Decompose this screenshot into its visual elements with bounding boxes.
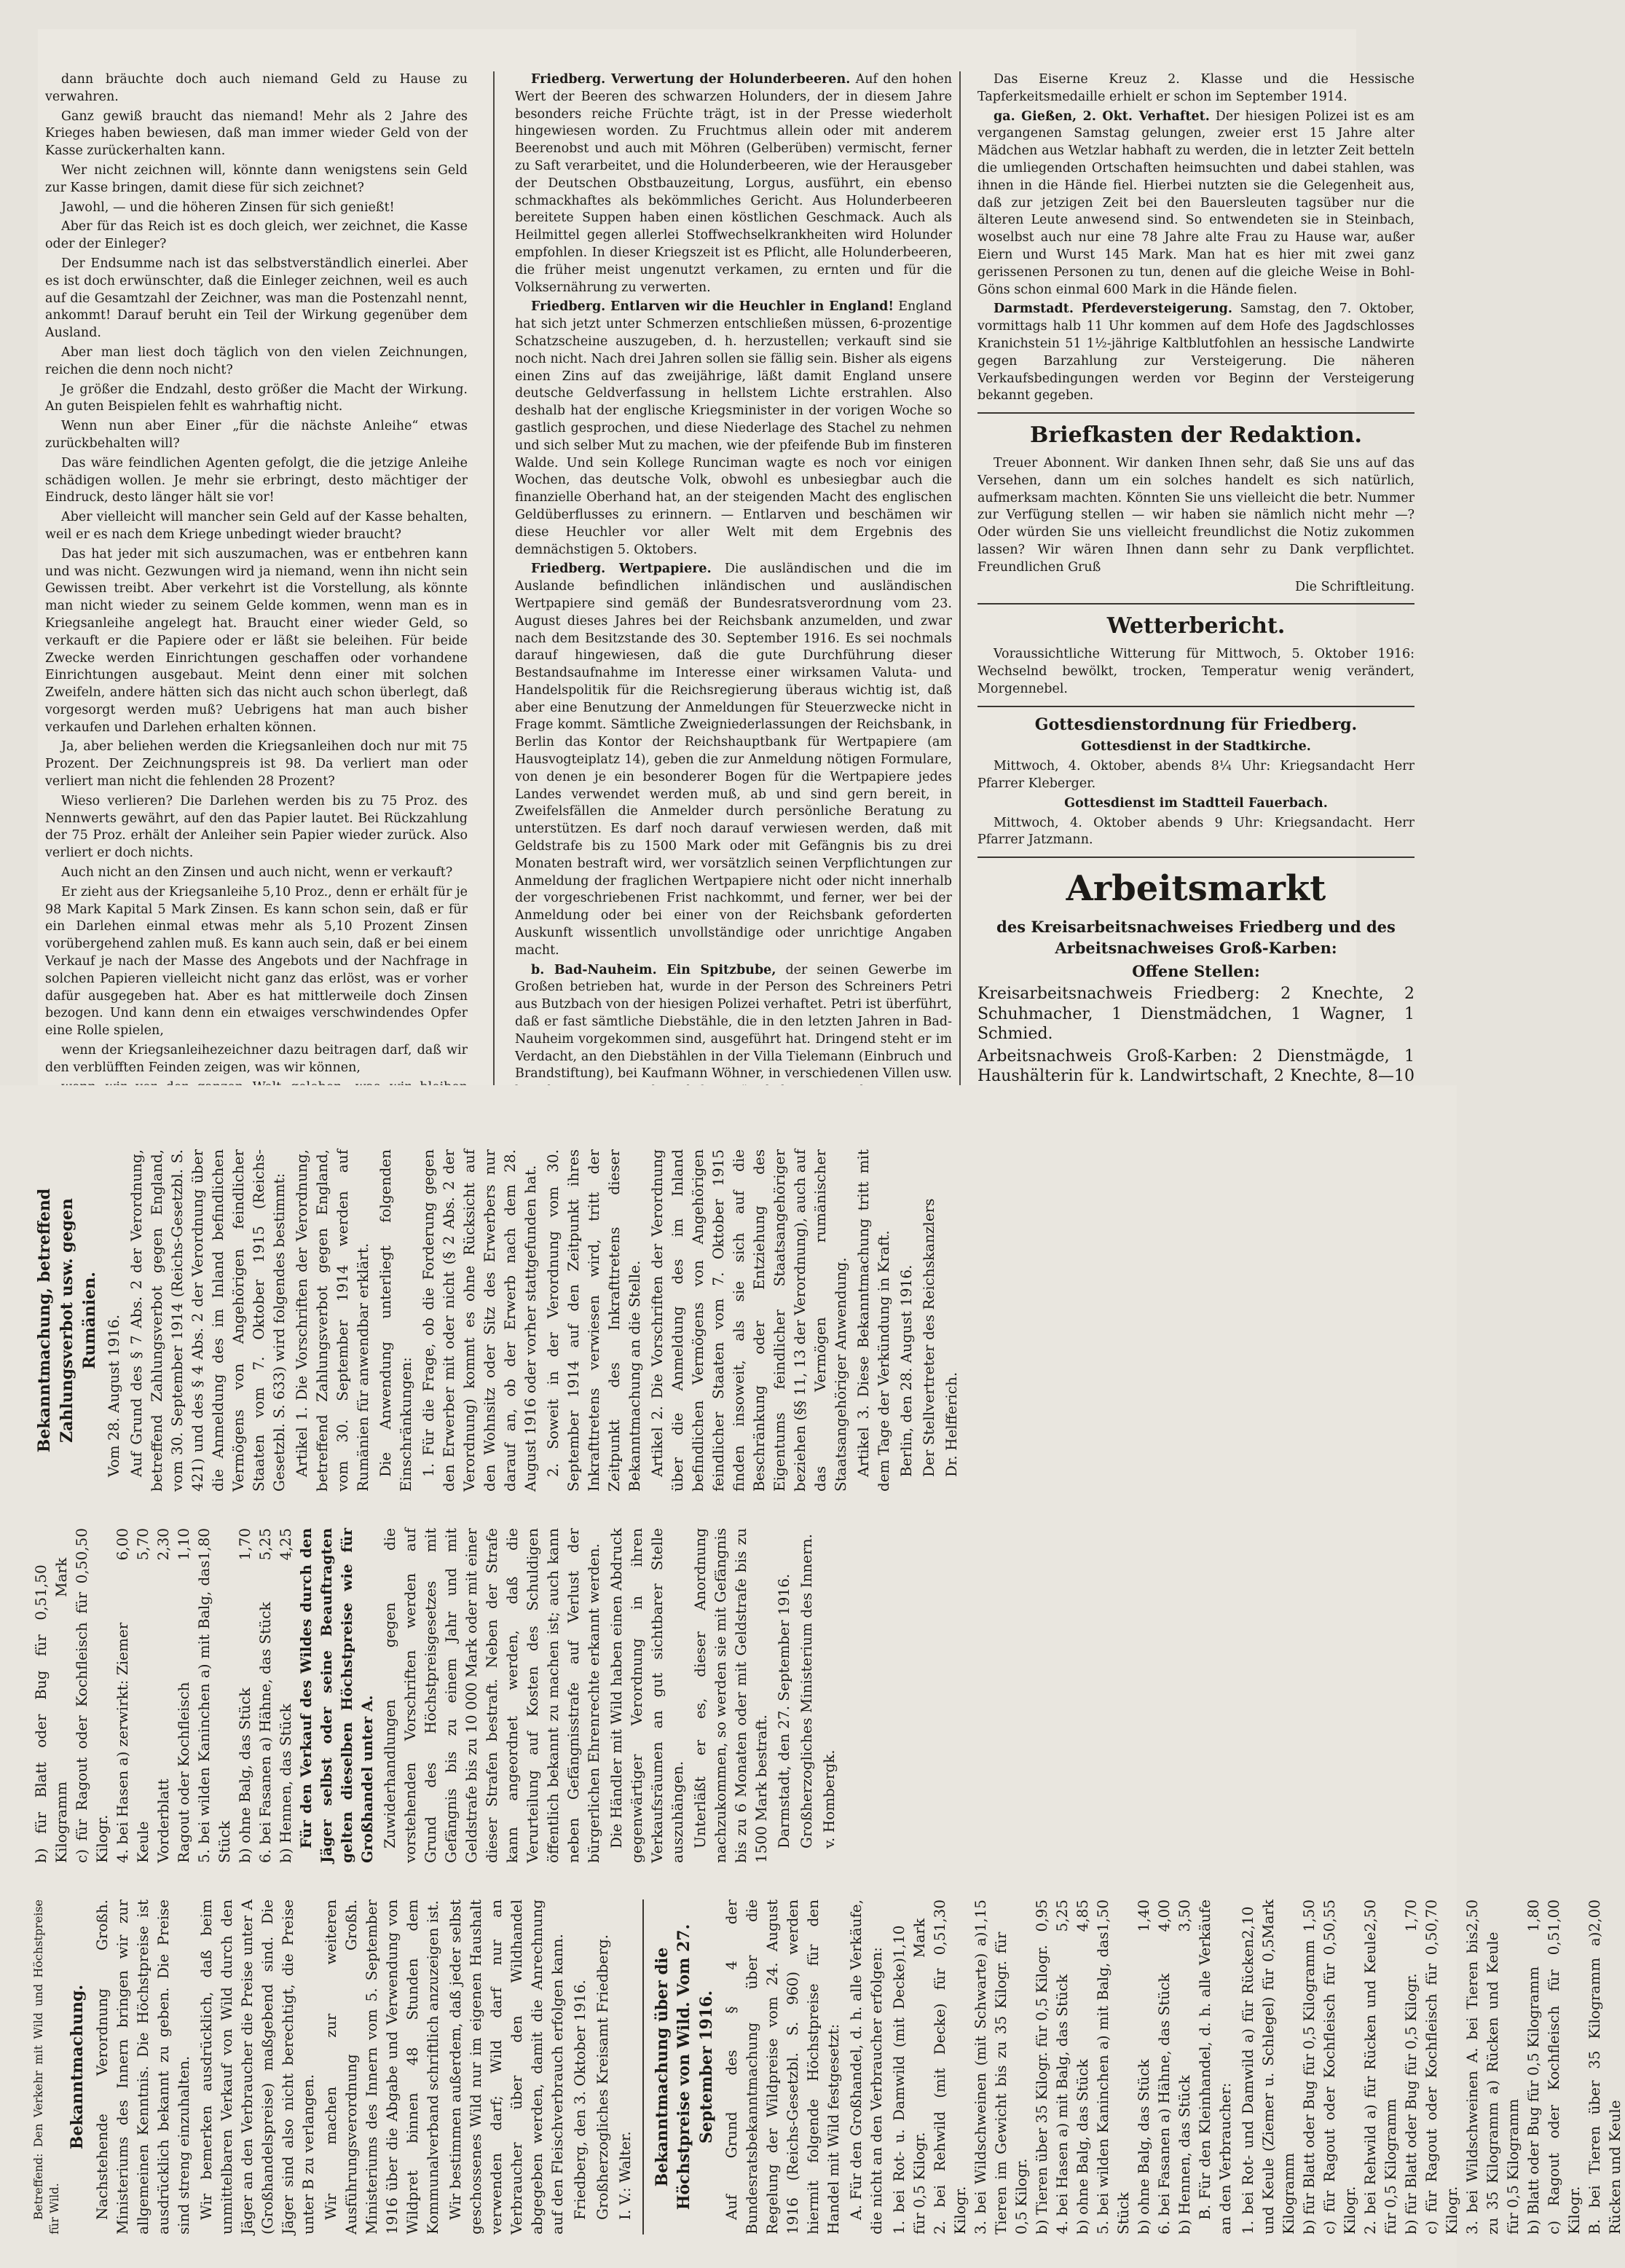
divider (977, 412, 1415, 414)
price-value: 1,70 (236, 1528, 253, 1561)
paragraph: Jawohl, — und die höheren Zinsen für sich genießt! (61, 200, 395, 215)
price-value: 4,25 (277, 1528, 294, 1561)
price-value: 1,30 (930, 1899, 948, 1932)
price-item: b) Blatt oder Bug für 0,5 Kilogramm (1524, 1966, 1542, 2234)
divider (977, 603, 1415, 605)
price-value: 3,50 (1175, 1899, 1193, 1932)
price-value: 1,80 (195, 1528, 213, 1561)
paragraph: Der Endsumme nach ist das selbstverständlich einerlei. Aber es ist doch erwünschter, daß die Einleger zeichnen, weil es auch auf die Gesamtzahl der Zeichner, was man die Postenzahl nennt, ankommt! Darauf beruht ein Teil der Wirkung gegenüber dem Ausland. (45, 256, 468, 341)
labor-market-item: Arbeitsnachweis Groß-Karben: 2 Dienstmägde, 1 Haushälterin für k. Landwirtschaft, 2 Knechte, 8—10 (977, 1047, 1415, 1086)
announcement-body (92, 1899, 567, 2234)
letterbox-sign: Die Schriftleitung. (1295, 579, 1415, 594)
price-item: 2. bei Rehwild (mit Decke) für 0,5 Kilogr. (930, 1932, 969, 2234)
price-row (235, 1528, 255, 1863)
announcement-body (126, 1149, 894, 1492)
announcement-bold-note: Für den Verkauf des Wildes durch den Jäger selbst oder seine Beauftragten gelten dieselben Höchstpreise wie für Großhandel unter A. (297, 1528, 376, 1863)
column-1 (45, 71, 468, 1091)
news-item-wertpapiere: Friedberg. Wertpapiere. Die ausländischen und die im Auslande befindlichen inländischen und ausländischen Wertpapiere sind gemäß der Bundesratsverordnung vom 23. August dieses Jahres bei der Reichsbank anzumelden, und zwar nach dem Besitzstande des 30. September 1916. Es sei nochmals darauf hingewiesen, daß die gute Durchführung dieser Bestandsaufnahme im Interesse einer wirksamen Valuta- und Handelspolitik für die Reichsregierung überaus wichtig ist, daß aber eine Benutzung der Anmeldungen für Steuerzwecke nicht in Frage kommt. Sämtliche Zweigniederlassungen der Reichsbank, in Berlin das Kontor der Reichshauptbank für Wertpapiere (am Hausvogteiplatz 14), geben die zur Anmeldung nötigen Formulare, von denen je ein besonderer Bogen für die Wertpapiere jedes Landes verwendet werden muß, ab und sind gern bereit, in Zweifelsfällen die Anmelder durch persönliche Beratung zu unterstützen. Es darf noch darauf verwiesen werden, daß mit Geldstrafe bis zu 1500 Mark oder mit Gefängnis bis zu drei Monaten bestraft wird, wer vorsätzlich seinen Verpflichtungen zur Anmeldung der fraglichen Wertpapiere nicht oder nicht innerhalb der vorgeschriebenen Frist nachkommt, und ferner, wer bei der Anmeldung oder bei einer von der Reichsbank geforderten Auskunft wissentlich unvollständige oder unrichtige Angaben macht. (515, 562, 952, 958)
price-value: 0,70 (1422, 1899, 1440, 1932)
divider (977, 857, 1415, 858)
paragraph: Nachstehende Verordnung Großh. Ministeriums des Innern bringen wir zur allgemeinen Kenntnis. Die Höchstpreise ist ausdrücklich bekannt zu geben. Die Preise sind streng einzuhalten. (93, 1899, 192, 2234)
paragraph: Wir bestimmen außerdem, daß jeder selbst geschossenes Wild nur im eigenen Haushalt verwenden darf; Wild darf nur an Verbraucher über den Wildhandel abgegeben werden, damit die Anrechnung auf den Fleischverbrauch erfolgen kann. (446, 1899, 566, 2234)
church-title: Gottesdienstordnung für Friedberg. (1034, 714, 1358, 734)
price-item: Ragout oder Kochfleisch (175, 1682, 192, 1863)
paragraph: Die Händler mit Wild haben einen Abdruck gegenwärtiger Verordnung in ihren Verkaufsräumen an gut sichtbarer Stelle auszuhängen. (607, 1528, 686, 1863)
price-item: 4. bei Hasen a) mit Balg, das Stück (1052, 1974, 1071, 2234)
price-item: 2. bei Rehwild a) für Rücken und Keule für 0,5 Kilogramm (1361, 1932, 1399, 2234)
price-row (31, 1528, 71, 1863)
price-value: 0,95 (1032, 1899, 1050, 1932)
price-list-mid (31, 1528, 296, 1863)
price-item: c) Ragout oder Kochfleisch für 0,5 Kilogr. (1544, 1932, 1583, 2234)
price-row (275, 1528, 296, 1863)
price-row (1174, 1899, 1195, 2234)
paragraph: Wenn nun aber Einer „für die nächste Anleihe“ etwas zurückbehalten will? (45, 419, 468, 451)
paragraph: Je größer die Endzahl, desto größer die Macht der Wirkung. An guten Beispielen fehlt es wahrhaftig nicht. (45, 382, 468, 414)
price-value: 0,55 (1320, 1899, 1338, 1932)
price-item: b) ohne Balg, das Stück (1073, 2059, 1091, 2234)
price-value: 2,10 Mark (1238, 1899, 1277, 1940)
paragraph: Ja, aber beliehen werden die Kriegsanleihen doch nur mit 75 Prozent. Der Zeichnungspreis ist 98. Da verliert man oder verliert man nicht die fehlenden 28 Prozent? (45, 739, 468, 790)
price-row (1072, 1899, 1093, 2234)
paragraph: Die Anwendung unterliegt folgenden Einschränkungen: (377, 1149, 415, 1492)
price-row (970, 1899, 1031, 2234)
price-row (1133, 1899, 1154, 2234)
price-item: Vorderblatt (154, 1779, 172, 1863)
price-item: 6. bei Fasanen a) Hähne, das Stück (1154, 1973, 1173, 2234)
price-row (1462, 1899, 1523, 2234)
news-item-giessen: ga. Gießen, 2. Okt. Verhaftet. Der hiesigen Polizei ist es am vergangenen Samstag gelungen, zweier erst 15 Jahre alter Mädchen aus Wetzlar habhaft zu werden, die in letzter Zeit betteln die umliegenden Ortschaften heimsuchten und dabei stahlen, was ihnen in die Hände fiel. Hierbei nutzten sie die Gelegenheit aus, daß zur jetzigen Zeit bei den Bauersleuten tagsüber nur die älteren Leute anwesend sind. So entwendeten sie in Steinbach, woselbst auch nur eine 78 Jahre alte Frau zu Hause war, außer Eiern und Wurst 145 Mark. Man hat es hier mit zwei ganz gerissenen Personen zu tun, denen auf die gleiche Weise in Bohl-Göns schon einmal 600 Mark in die Hände fielen. (977, 109, 1415, 297)
price-item: 1. bei Rot- und Damwild a) für Rücken und Keule (Ziemer u. Schlegel) für 0,5 Kilogramm (1238, 1939, 1297, 2234)
paragraph: Artikel 2. Die Vorschriften der Verordnung über die Anmeldung des im Inland befindlichen Vermögens von Angehörigen feindlicher Staaten vom 7. Oktober 1915 finden insoweit, als sie sich auf die Beschränkung oder Entziehung des Eigentums feindlicher Staatsangehöriger beziehen (§§ 11, 13 der Verordnung), auch auf das Vermögen rumänischer Staatsangehöriger Anwendung. (648, 1149, 850, 1492)
paragraph: Zuwiderhandlungen gegen die vorstehenden Vorschriften werden auf Grund des Höchstpreisgesetzes mit Gefängnis bis zu einem Jahr und mit Geldstrafe bis zu 10 000 Mark oder mit einer dieser Strafen bestraft. Neben der Strafe kann angeordnet werden, daß die Verurteilung auf Kosten des Schuldigen öffentlich bekannt zu machen ist; auch kann neben Gefängnisstrafe auf Verlust der bürgerlichen Ehrenrechte erkannt werden. (381, 1528, 602, 1863)
church-text: Mittwoch, 4. Oktober abends 9 Uhr: Kriegsandacht. Herr Pfarrer Jatzmann. (977, 815, 1415, 848)
paragraph: Aber vielleicht will mancher sein Geld auf der Kasse behalten, weil er es nach dem Kriege unbedingt wieder braucht? (45, 510, 468, 542)
church-subtitle: Gottesdienst in der Stadtkirche. (1081, 739, 1311, 755)
price-row (1299, 1899, 1319, 2234)
price-value: 1,50 (1093, 1899, 1111, 1932)
paragraph: 2. Soweit in der Verordnung vom 30. September 1914 auf den Zeitpunkt ihres Inkrafttretens verwiesen wird, tritt der Zeitpunkt des Inkrafttretens dieser Bekanntmachung an die Stelle. (544, 1149, 644, 1492)
price-heading: A. Für den Großhandel, d. h. alle Verkäufe, die nicht an den Verbraucher erfolgen: (846, 1899, 885, 2234)
price-item: 6. bei Fasanen a) Hähne, das Stück (256, 1602, 274, 1863)
price-row (1421, 1899, 1462, 2234)
price-list-a (889, 1899, 1195, 2234)
announcement-title: Bekanntmachung, betreffend Zahlungsverbot usw. gegen Rumänien. (35, 1188, 99, 1453)
column-divider (959, 71, 961, 1091)
weather-title: Wetterbericht. (1106, 613, 1286, 639)
paragraph: Ganz gewiß braucht das niemand! Mehr als 2 Jahre des Krieges haben bewiesen, daß man immer wieder Geld von der Kasse zurückerhalten kann. (45, 109, 468, 159)
price-row (173, 1528, 194, 1863)
news-item-darmstadt: Darmstadt. Pferdeversteigerung. Samstag, den 7. Oktober, vormittags halb 11 Uhr kommen auf dem Hofe des Jagdschlosses Kranichstein 51 1½-jährige Kaltblutfohlen an hessische Landwirte gegen Barzahlung zur Versteigerung. Die näheren Verkaufsbedingungen werden vor Beginn der Versteigerung bekannt gegeben. (977, 302, 1415, 403)
price-value: 1,70 (1401, 1899, 1420, 1932)
price-row (1401, 1899, 1421, 2234)
announcement-place: Berlin, den 28. August 1916. (897, 1264, 916, 1477)
announcement-sign: v. Hombergk. (820, 1749, 838, 1848)
weather-text: Voraussichtliche Witterung für Mittwoch, 5. Oktober 1916: Wechselnd bewölkt, trocken, Temperatur wenig verändert, Morgennebel. (977, 647, 1415, 696)
paragraph: Auch nicht an den Zinsen und auch nicht, wenn er verkauft? (61, 865, 453, 881)
labor-market-subtitle: des Kreisarbeitsnachweises Friedberg und des Arbeitsnachweises Groß-Karben: (996, 918, 1396, 957)
price-value: 5,25 (1052, 1899, 1071, 1932)
paragraph: wenn der Kriegsanleihezeichner dazu beitragen darf, daß wir den verblüfften Feinden zeigen, was wir können, (45, 1043, 468, 1075)
price-item: 3. bei Wildschweinen (mit Schwarte) a) Tieren im Gewicht bis zu 35 Kilogr. für 0,5 Kilogr. (971, 1932, 1030, 2234)
price-row (1052, 1899, 1072, 2234)
paragraph: Auf Grund des § 7 Abs. 2 der Verordnung, betreffend Zahlungsverbot gegen England, vom 30. September 1914 (Reichs-Gesetzbl. S. 421) und des § 4 Abs. 2 der Verordnung über die Anmeldung des im Inland befindlichen Vermögens von Angehörigen feindlicher Staaten vom 7. Oktober 1915 (Reichs-Gesetzbl. S. 633) wird folgendes bestimmt: (127, 1149, 288, 1492)
price-value: 1,15 (971, 1899, 989, 1932)
paragraph: Aber man liest doch täglich von den vielen Zeichnungen, reichen die denn noch nicht? (45, 344, 468, 377)
price-row (1154, 1899, 1174, 2234)
price-value: 2,00 (1585, 1899, 1603, 1932)
labor-market-title: Arbeitsmarkt (1066, 868, 1326, 910)
price-item: B. bei Tieren über 35 Kilogramm a) Rücken und Keule (1585, 1932, 1624, 2234)
price-row (194, 1528, 235, 1863)
column-3 (977, 71, 1415, 1091)
church-text: Mittwoch, 4. Oktober, abends 8¼ Uhr: Kriegsandacht Herr Pfarrer Kleberger. (977, 759, 1415, 791)
announcement-sign: I. V.: Walter. (615, 2131, 634, 2220)
announcement-intro: Auf Grund des § 4 der Bundesratsbekanntmachung über die Regelung der Wildpreise vom 24. August 1916 (Reichs-Gesetzbl. S. 960) werden hiermit folgende Höchstpreise für den Handel mit Wild festgesetzt: (722, 1899, 842, 2234)
letterbox-title: Briefkasten der Redaktion. (1030, 422, 1362, 449)
announcement-title: Bekanntmachung über die Höchstpreise von Wild. Vom 27. September 1916. (652, 1924, 717, 2210)
price-value: 4,85 (1073, 1899, 1091, 1932)
price-value: 5,25 (256, 1528, 274, 1561)
paragraph: Wer nicht zeichnen will, könnte dann wenigstens sein Geld zur Kasse bringen, damit diese für sich zeichnet? (45, 162, 468, 195)
column-divider (493, 71, 495, 1091)
divider (642, 1899, 644, 2234)
price-item: 1. bei Rot- u. Damwild (mit Decke) für 0,5 Kilogr. (889, 1958, 928, 2234)
paragraph: Unterläßt er es, dieser Anordnung nachzukommen, so werden sie mit Gefängnis bis zu 6 Monaten oder mit Geldstrafe bis zu 1500 Mark bestraft. (691, 1528, 770, 1863)
paragraph: Wir bemerken ausdrücklich, daß beim unmittelbaren Verkauf von Wild durch den Jäger an den Verbraucher die Preise unter A (Großhandelspreise) maßgebend sind. Die Jäger sind also nicht berechtigt, die Preise unter B zu verlangen. (197, 1899, 317, 2234)
price-value: 1,50 Mark (32, 1557, 70, 1597)
price-list-b (1238, 1899, 1625, 2234)
price-row (153, 1528, 173, 1863)
price-value: 4,00 (1154, 1899, 1173, 1932)
announcement-tag: Betreffend: Den Verkehr mit Wild und Höchstpreise für Wild. (31, 1899, 62, 2234)
price-item: 4. bei Hasen a) zerwirkt: Ziemer (114, 1622, 131, 1863)
price-item: c) für Ragout oder Kochfleisch für 0,5 Kilogr. (73, 1560, 111, 1863)
price-row (1543, 1899, 1584, 2234)
price-item: b) für Blatt oder Bug für 0,5 Kilogramm (1299, 1940, 1318, 2234)
labor-market-open-heading: Offene Stellen: (1132, 961, 1260, 980)
price-item: c) für Ragout oder Kochfleisch für 0,5 Kilogr. (1320, 1932, 1358, 2234)
news-item-nauheim: b. Bad-Nauheim. Ein Spitzbube, der seinen Gewerbe im Großen betrieben hat, wurde in der Person des Schreiners Petri aus Butzbach von der hiesigen Polizei verhaftet. Petri ist überführt, daß er fast sämtliche Diebstähle, die in den letzten Jahren in Bad-Nauheim vorgekommen sind, ausgeführt hat. Dringend steht er im Verdacht, an den Diebstählen in der Villa Tielemann (Einbruch und Brandstiftung), bei Kaufmann Wöhner, in verschiedenen Villen usw. (515, 962, 952, 1082)
news-item-continued: Das Eiserne Kreuz 2. Klasse und die Hessische Tapferkeitsmedaille erhielt er schon im September 1914. (977, 72, 1415, 104)
news-item-england: Friedberg. Entlarven wir die Heuchler in England! England hat sich jetzt unter Schmerzen entschließen müssen, 6-prozentige Schatzscheine auszugeben, d. h. herzustellen; verkauft sind sie noch nicht. Nach drei Jahren sollen sie fällig sein. Bisher als eigens einen Zins auf das zweijährige, läßt damit England unsere deutsche Geldverfassung in hellstem Lichte erstrahlen. Also deshalb hat der englische Kriegsminister in der vorigen Woche so gastlich gesprochen, und diese Niederlage des Stachel zu nehmen und sich selber Mut zu machen, wie der pfeifende Bub im finsteren Walde. Und sein Kollege Runciman wagte es noch vor einigen Wochen, das deutsche Volk, obwohl es unbesiegbar auch die finanzielle Oberhand hat, an der steigenden Macht des englischen Geldüberflusses zu erinnern. — Entlarven und beschämen wir diese Heuchler vor aller Welt mit dem Ergebnis des demnächstigen 5. Oktobers. (515, 299, 952, 557)
price-value: 6,00 (114, 1528, 131, 1561)
war-loan-article (45, 71, 468, 1151)
price-item: b) Tieren über 35 Kilogr. für 0,5 Kilogr. (1032, 1945, 1050, 2234)
paragraph: Artikel 3. Diese Bekanntmachung tritt mit dem Tage der Verkündung in Kraft. (854, 1149, 893, 1492)
price-value: 1,10 Mark (889, 1918, 928, 1958)
price-row (929, 1899, 970, 2234)
price-item: b) Hennen, das Stück (277, 1704, 294, 1863)
price-value: 2,30 (154, 1528, 172, 1561)
paragraph: 1. Für die Frage, ob die Forderung gegen den Erwerber mit oder nicht (§ 2 Abs. 2 der Verordnung) kommt es ohne Rücksicht auf den Wohnsitz oder Sitz des Erwerbers nur darauf an, ob der Erwerb nach dem 28. August 1916 oder vorher stattgefunden hat. (420, 1149, 540, 1492)
paragraph: Wieso verlieren? Die Darlehen werden bis zu 75 Proz. des Nennwerts gewährt, auf den das Papier lautet. Bei Rückzahlung der 75 Proz. erhält der Anleiher sein Papier wieder zurück. Also verliert er doch nichts. (45, 793, 468, 861)
price-value: 5,70 (134, 1528, 152, 1561)
announcement-title: Bekanntmachung. (67, 1984, 87, 2150)
price-value: 2,50 (1361, 1899, 1379, 1932)
announcement-wild-1 (31, 1899, 1624, 2234)
announcement-wild-2 (31, 1528, 1415, 1863)
price-item: Keule (134, 1821, 152, 1863)
price-value: 1,50 (1299, 1899, 1318, 1932)
announcement-place: Friedberg, den 3. Oktober 1916. (570, 1980, 589, 2220)
price-heading: B. Für den Kleinhandel, d. h. alle Verkäufe an den Verbraucher: (1195, 1899, 1234, 2234)
paragraph: Wir machen zur weiteren Ausführungsverordnung Großh. Ministeriums des Innern vom 5. September 1916 über die Abgabe und Verwendung von Wildpret binnen 48 Stunden dem Kommunalverband schriftlich anzuzeigen ist. (321, 1899, 441, 2234)
paragraph: Aber für das Reich ist es doch gleich, wer zeichnet, die Kasse oder der Einleger? (45, 219, 468, 252)
price-item: b) für Blatt oder Bug für 0,5 Kilogr. (1401, 1973, 1420, 2234)
paragraph: Er zieht aus der Kriegsanleihe 5,10 Proz., denn er erhält für je 98 Mark Kapital 5 Mark Zinsen. Es kann schon sein, daß er für ein Darlehen einmal etwas mehr als 5,10 Prozent Zinsen vorübergehend zahlen muß. Es kann auch sein, daß er bei einem Verkauf je nach der Masse des Angebots und der Nachfrage in solchen Papieren vielleicht nicht ganz das erlöst, was er vorher dafür ausgegeben hat. Aber es hat mittlerweile doch Zinsen bezogen. Und kann denn ein etwaiges verschwindendes Opfer eine Rolle spielen, (45, 884, 468, 1039)
announcement-romania (31, 1149, 1415, 1492)
price-item: 3. bei Wildschweinen A. bei Tieren bis zu 35 Kilogramm a) Rücken und Keule für 0,5 Kilogramm (1463, 1932, 1522, 2234)
price-row (1360, 1899, 1401, 2234)
price-value: 0,50 (73, 1528, 90, 1561)
announcement-body (379, 1528, 771, 1863)
price-row (1584, 1899, 1625, 2234)
announcement-date: Vom 28. August 1916. (105, 1314, 123, 1477)
newspaper-page-upper (38, 29, 1415, 1086)
announcement-office: Großherzogliches Ministerium des Innern. (798, 1534, 815, 1848)
price-item: 5. bei wilden Kaninchen a) mit Balg, das Stück (195, 1560, 233, 1863)
announcement-place: Darmstadt, den 27. September 1916. (775, 1573, 792, 1848)
paragraph: Das wäre feindlichen Agenten gefolgt, die die jetzige Anleihe schädigen wollen. Je mehr sie erbringt, desto mächtiger der Eindruck, desto länger hält sie vor! (45, 455, 468, 505)
price-row (71, 1528, 112, 1863)
letterbox-text: Treuer Abonnent. Wir danken Ihnen sehr, daß Sie uns auf das Versehen, dann um ein solches handelt es sich natürlich, aufmerksam machten. Könnten Sie uns vielleicht die betr. Nummer zur Verfügung stellen — wir haben sie nämlich nicht mehr —? Oder würden Sie uns vielleicht freundlichst die Notiz zukommen lassen? Wir wären Ihnen dann sehr zu Dank verpflichtet. Freundlichen Gruß (977, 455, 1415, 575)
column-2 (515, 71, 952, 1091)
price-row (1031, 1899, 1052, 2234)
price-row (1093, 1899, 1133, 2234)
paragraph: Das hat jeder mit sich auszumachen, was er entbehren kann und was nicht. Gezwungen wird ja niemand, wenn ihn nicht sein Gewissen treibt. Aber verkehrt ist die Vorstellung, als könnte man nicht wieder zu seinem Gelde kommen, wenn man es in Kriegsanleihe angelegt hat. Braucht einer wieder Geld, so verkauft er die Papiere oder er läßt sie beleihen. Für beide Zwecke werden Einrichtungen geschaffen oder vorhandene Einrichtungen ausgebaut. Meint denn einer mit solchen Zweifeln, andere hätten sich das nicht auch schon überlegt, daß vorgesorgt werden muß? Uebrigens hat man auch bisher verkaufen und Darlehen erhalten können. (45, 546, 468, 735)
price-value: 2,50 (1463, 1899, 1481, 1932)
paragraph: dann bräuchte doch auch niemand Geld zu Hause zu verwahren. (45, 72, 468, 104)
price-row (1319, 1899, 1360, 2234)
price-row (133, 1528, 153, 1863)
price-value: 1,00 (1544, 1899, 1562, 1932)
price-item: b) ohne Balg, das Stück (236, 1688, 253, 1863)
divider (977, 706, 1415, 707)
price-value: 1,10 (175, 1528, 192, 1561)
paragraph: Artikel 1. Die Vorschriften der Verordnung, betreffend Zahlungsverbot gegen England, vom 30. September 1914 werden auf Rumänien für anwendbar erklärt. (293, 1149, 372, 1492)
price-item: b) Hennen, das Stück (1175, 2075, 1193, 2234)
announcement-sign: Dr. Helfferich. (943, 1371, 961, 1477)
announcement-office: Großherzogliches Kreisamt Friedberg. (593, 1934, 611, 2220)
price-item: b) ohne Balg, das Stück (1134, 2059, 1152, 2234)
price-row (255, 1528, 275, 1863)
price-row (1238, 1899, 1299, 2234)
price-item: 5. bei wilden Kaninchen a) mit Balg, das Stück (1093, 1932, 1132, 2234)
announcement-office: Der Stellvertreter des Reichskanzlers (920, 1198, 938, 1477)
price-row (112, 1528, 133, 1863)
rotated-announcements (31, 1142, 1624, 2234)
news-item-holunder: Friedberg. Verwertung der Holunderbeeren. Auf den hohen Wert der Beeren des schwarzen Holunders, der in diesem Jahre besonders reiche Früchte trägt, ist in der Presse wiederholt hingewiesen worden. Zu Fruchtmus allein oder mit anderem Beerenobst und auch mit Möhren (Gelberüben) vermischt, ferner zu Saft verarbeitet, und die Holunderbeeren, wie der Herausgeber der Deutschen Obstbauzeitung, Lorgus, ausführt, ein ebenso schmackhaftes als bekömmliches Gericht. Aus Holunderbeeren bereitete Suppen haben einen köstlichen Geschmack. Auch als Heilmittel gegen allerlei Stoffwechselkrankheiten wird Holunder empfohlen. In dieser Kriegszeit ist es Pflicht, alle Holunderbeeren, die früher meist ungenutzt verkamen, zu ernten und für die Volksernährung zu verwerten. (515, 72, 952, 295)
price-value: 1,40 (1134, 1899, 1152, 1932)
labor-market-item: Kreisarbeitsnachweis Friedberg: 2 Knechte, 2 Schuhmacher, 1 Dienstmädchen, 1 Wagner, 1 Schmied. (977, 985, 1415, 1044)
price-item: c) für Ragout oder Kochfleisch für 0,5 Kilogr. (1422, 1932, 1460, 2234)
church-subtitle: Gottesdienst im Stadtteil Fauerbach. (1064, 795, 1328, 811)
price-row (1523, 1899, 1543, 2234)
price-item: b) für Blatt oder Bug für 0,5 Kilogramm (32, 1596, 70, 1863)
price-value: 1,80 (1524, 1899, 1542, 1932)
price-row (889, 1899, 929, 2234)
